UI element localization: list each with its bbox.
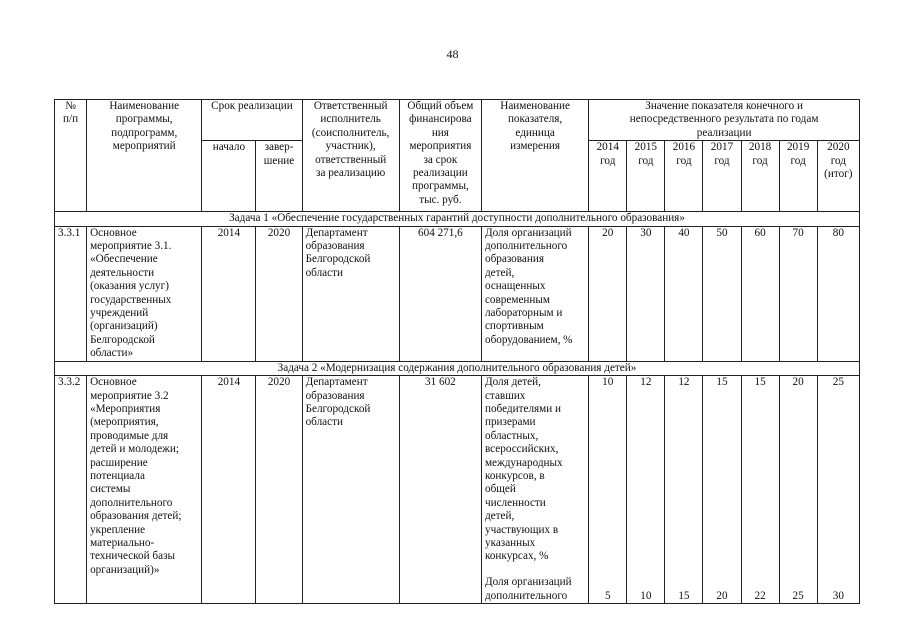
row-value-a-2014: 10: [589, 376, 627, 577]
row-value-b-2018: 22: [741, 576, 779, 603]
header-indicator: Наименование показателя, единица измерения: [481, 100, 588, 212]
row-value-2016: 40: [665, 226, 703, 361]
row-name: Основное мероприятие 3.1. «Обеспечение деятельности (оказания услуг) государственных учреждений (организаций) Белгородской области»: [87, 226, 202, 361]
row-value-b-2020: 30: [817, 576, 859, 603]
header-year-2014: 2014 год: [589, 141, 627, 212]
row-indicator-a: Доля детей, ставших победителями и призерами областных, всероссийских, международных конкурсов, в общей численности детей, участвующих в указанных конкурсах, %: [481, 376, 588, 577]
row-financing: 31 602: [399, 376, 481, 604]
row-financing: 604 271,6: [399, 226, 481, 361]
table-row: [55, 226, 860, 361]
row-name: Основное мероприятие 3.2 «Мероприятия (мероприятия, проводимые для детей и молодежи; расширение потенциала системы дополнительного образования детей; укрепление материально- технической базы организаций)»: [87, 376, 202, 604]
row-value-a-2020: 25: [817, 376, 859, 577]
row-start: 2014: [202, 376, 256, 604]
row-value-a-2018: 15: [741, 376, 779, 577]
row-value-b-2019: 25: [779, 576, 817, 603]
header-term-end: завер- шение: [256, 141, 302, 212]
header-year-2019: 2019 год: [779, 141, 817, 212]
header-year-2020: 2020 год (итог): [817, 141, 859, 212]
row-executor: Департамент образования Белгородской области: [302, 376, 399, 604]
header-year-2017: 2017 год: [703, 141, 741, 212]
row-end: 2020: [256, 376, 302, 604]
row-start: 2014: [202, 226, 256, 361]
table-row: [55, 376, 860, 577]
header-term-start: начало: [202, 141, 256, 212]
header-row-1: [55, 100, 860, 141]
row-value-2019: 70: [779, 226, 817, 361]
row-value-a-2017: 15: [703, 376, 741, 577]
row-value-b-2016: 15: [665, 576, 703, 603]
program-table: [54, 99, 860, 604]
row-indicator: Доля организаций дополнительного образования детей, оснащенных современным лабораторным и спортивным оборудованием, %: [481, 226, 588, 361]
row-value-b-2015: 10: [627, 576, 665, 603]
row-value-2018: 60: [741, 226, 779, 361]
row-value-b-2014: 5: [589, 576, 627, 603]
header-financing: Общий объем финансирова ния мероприятия за срок реализации программы, тыс. руб.: [399, 100, 481, 212]
row-value-2014: 20: [589, 226, 627, 361]
row-executor: Департамент образования Белгородской области: [302, 226, 399, 361]
row-value-2017: 50: [703, 226, 741, 361]
row-num: 3.3.1: [55, 226, 87, 361]
header-num: № п/п: [55, 100, 87, 212]
page-number: 48: [446, 47, 459, 61]
header-name: Наименование программы, подпрограмм, мероприятий: [87, 100, 202, 212]
header-term: Срок реализации: [202, 100, 302, 141]
row-value-a-2016: 12: [665, 376, 703, 577]
header-executor: Ответственный исполнитель (соисполнитель, участник), ответственный за реализацию: [302, 100, 399, 212]
task-2-title: Задача 2 «Модернизация содержания дополнительного образования детей»: [55, 361, 860, 375]
row-value-a-2019: 20: [779, 376, 817, 577]
row-value-2020: 80: [817, 226, 859, 361]
task-row-1: [55, 212, 860, 226]
header-values-group: Значение показателя конечного и непосредственного результата по годам реализации: [589, 100, 860, 141]
header-year-2018: 2018 год: [741, 141, 779, 212]
row-value-a-2015: 12: [627, 376, 665, 577]
header-year-2015: 2015 год: [627, 141, 665, 212]
row-value-b-2017: 20: [703, 576, 741, 603]
task-1-title: Задача 1 «Обеспечение государственных гарантий доступности дополнительного образования»: [55, 212, 860, 226]
task-row-2: [55, 361, 860, 375]
row-indicator-b: Доля организаций дополнительного: [481, 576, 588, 603]
row-end: 2020: [256, 226, 302, 361]
row-num: 3.3.2: [55, 376, 87, 604]
header-year-2016: 2016 год: [665, 141, 703, 212]
row-value-2015: 30: [627, 226, 665, 361]
